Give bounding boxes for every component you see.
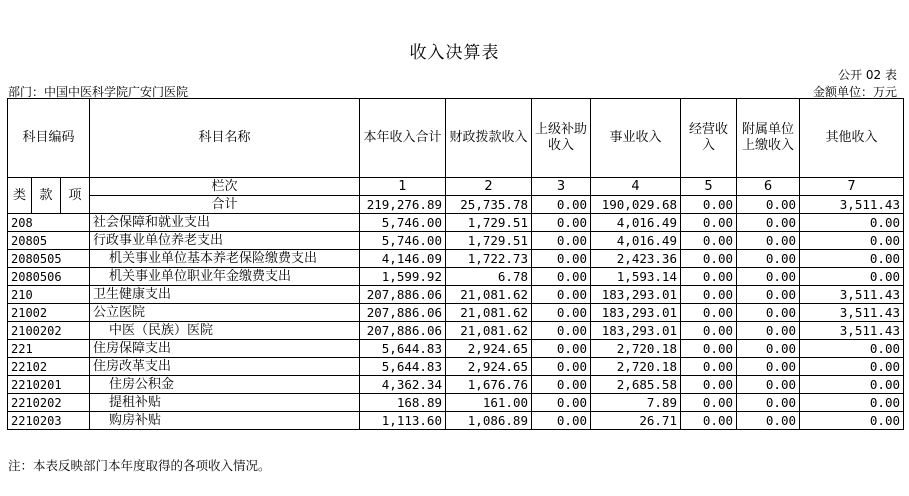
col-num-2: 2 [446,178,532,196]
subject-code: 2210202 [8,394,90,412]
value-cell: 0.00 [532,232,591,250]
subject-name: 住房公积金 [90,376,360,394]
value-cell: 2,924.65 [446,340,532,358]
value-cell: 183,293.01 [591,322,681,340]
total-cell: 0.00 [532,196,591,214]
value-cell: 0.00 [800,376,904,394]
value-cell: 0.00 [800,232,904,250]
value-cell: 1,086.89 [446,412,532,430]
header-lanci: 栏次 [90,178,360,196]
table-row [8,412,904,430]
value-cell: 0.00 [681,214,737,232]
value-cell: 1,729.51 [446,214,532,232]
value-cell: 5,746.00 [360,232,446,250]
value-cell: 0.00 [681,376,737,394]
value-cell: 1,729.51 [446,232,532,250]
header-operating: 经营收入 [681,99,737,178]
value-cell: 0.00 [532,250,591,268]
value-cell: 0.00 [737,340,800,358]
value-cell: 0.00 [737,394,800,412]
table-row [8,268,904,286]
footnote: 注：本表反映部门本年度取得的各项收入情况。 [8,458,271,473]
report-title: 收入决算表 [409,43,500,63]
value-cell: 0.00 [532,322,591,340]
subject-name: 行政事业单位养老支出 [90,232,360,250]
value-cell: 1,676.76 [446,376,532,394]
total-label: 合计 [90,196,360,214]
value-cell: 0.00 [737,412,800,430]
value-cell: 2,924.65 [446,358,532,376]
column-number-row [8,178,904,196]
value-cell: 0.00 [737,286,800,304]
value-cell: 4,016.49 [591,214,681,232]
value-cell: 0.00 [681,304,737,322]
table-row [8,394,904,412]
value-cell: 0.00 [532,376,591,394]
value-cell: 207,886.06 [360,286,446,304]
value-cell: 1,113.60 [360,412,446,430]
value-cell: 0.00 [532,358,591,376]
value-cell: 1,593.14 [591,268,681,286]
value-cell: 183,293.01 [591,304,681,322]
total-cell: 190,029.68 [591,196,681,214]
col-num-4: 4 [591,178,681,196]
table-row [8,250,904,268]
col-num-7: 7 [800,178,904,196]
value-cell: 0.00 [681,322,737,340]
total-cell: 0.00 [737,196,800,214]
col-num-6: 6 [737,178,800,196]
header-fiscal: 财政拨款收入 [446,99,532,178]
form-code: 公开 02 表 [838,68,897,82]
value-cell: 26.71 [591,412,681,430]
total-cell: 0.00 [681,196,737,214]
value-cell: 0.00 [800,340,904,358]
total-row [8,196,904,214]
subject-name: 卫生健康支出 [90,286,360,304]
value-cell: 4,146.09 [360,250,446,268]
value-cell: 0.00 [532,412,591,430]
value-cell: 0.00 [737,376,800,394]
value-cell: 0.00 [532,268,591,286]
value-cell: 0.00 [737,358,800,376]
subject-name: 购房补贴 [90,412,360,430]
value-cell: 4,016.49 [591,232,681,250]
total-cell: 25,735.78 [446,196,532,214]
value-cell: 5,746.00 [360,214,446,232]
value-cell: 0.00 [800,358,904,376]
header-superior: 上级补助收入 [532,99,591,178]
value-cell: 0.00 [532,214,591,232]
value-cell: 0.00 [737,322,800,340]
table-row [8,358,904,376]
table-row [8,376,904,394]
value-cell: 3,511.43 [800,286,904,304]
header-affiliated: 附属单位上缴收入 [737,99,800,178]
value-cell: 7.89 [591,394,681,412]
value-cell: 0.00 [681,286,737,304]
subject-name: 提租补贴 [90,394,360,412]
subject-code: 210 [8,286,90,304]
value-cell: 0.00 [532,394,591,412]
header-lei: 类 [8,178,32,214]
value-cell: 21,081.62 [446,286,532,304]
income-table [7,98,904,430]
header-total: 本年收入合计 [360,99,446,178]
table-row [8,286,904,304]
table-row [8,340,904,358]
value-cell: 0.00 [532,286,591,304]
header-code: 科目编码 [8,99,90,178]
value-cell: 0.00 [532,304,591,322]
value-cell: 2,423.36 [591,250,681,268]
value-cell: 4,362.34 [360,376,446,394]
subject-name: 住房保障支出 [90,340,360,358]
subject-code: 208 [8,214,90,232]
value-cell: 1,722.73 [446,250,532,268]
subject-name: 社会保障和就业支出 [90,214,360,232]
subject-code: 21002 [8,304,90,322]
subject-name: 公立医院 [90,304,360,322]
subject-name: 住房改革支出 [90,358,360,376]
header-name: 科目名称 [90,99,360,178]
value-cell: 0.00 [532,340,591,358]
value-cell: 0.00 [681,412,737,430]
value-cell: 5,644.83 [360,358,446,376]
col-num-5: 5 [681,178,737,196]
value-cell: 2,685.58 [591,376,681,394]
value-cell: 2,720.18 [591,340,681,358]
total-cell: 3,511.43 [800,196,904,214]
value-cell: 3,511.43 [800,322,904,340]
value-cell: 168.89 [360,394,446,412]
value-cell: 5,644.83 [360,340,446,358]
subject-name: 中医（民族）医院 [90,322,360,340]
subject-name: 机关事业单位职业年金缴费支出 [90,268,360,286]
header-business: 事业收入 [591,99,681,178]
value-cell: 1,599.92 [360,268,446,286]
value-cell: 0.00 [800,268,904,286]
value-cell: 0.00 [800,412,904,430]
value-cell: 2,720.18 [591,358,681,376]
subject-code: 22102 [8,358,90,376]
header-kuan: 款 [32,178,61,214]
value-cell: 0.00 [681,268,737,286]
header-xiang: 项 [61,178,90,214]
value-cell: 0.00 [737,268,800,286]
table-row [8,322,904,340]
value-cell: 0.00 [800,250,904,268]
department-label: 部门：中国中医科学院广安门医院 [8,85,189,99]
value-cell: 0.00 [681,358,737,376]
value-cell: 0.00 [800,394,904,412]
value-cell: 207,886.06 [360,322,446,340]
value-cell: 0.00 [681,232,737,250]
table-row [8,232,904,250]
subject-code: 2100202 [8,322,90,340]
unit-label: 金额单位：万元 [812,85,897,99]
value-cell: 21,081.62 [446,304,532,322]
value-cell: 0.00 [737,250,800,268]
header-other: 其他收入 [800,99,904,178]
subject-code: 20805 [8,232,90,250]
subject-code: 2080505 [8,250,90,268]
value-cell: 0.00 [737,232,800,250]
col-num-1: 1 [360,178,446,196]
subject-code: 2210203 [8,412,90,430]
value-cell: 0.00 [681,250,737,268]
header-row [8,99,904,178]
value-cell: 0.00 [737,214,800,232]
subject-code: 2080506 [8,268,90,286]
value-cell: 161.00 [446,394,532,412]
col-num-3: 3 [532,178,591,196]
table-row [8,214,904,232]
value-cell: 0.00 [681,340,737,358]
value-cell: 0.00 [737,304,800,322]
table-row [8,304,904,322]
subject-code: 2210201 [8,376,90,394]
value-cell: 3,511.43 [800,304,904,322]
value-cell: 0.00 [681,394,737,412]
value-cell: 0.00 [800,214,904,232]
value-cell: 207,886.06 [360,304,446,322]
value-cell: 183,293.01 [591,286,681,304]
value-cell: 21,081.62 [446,322,532,340]
value-cell: 6.78 [446,268,532,286]
subject-code: 221 [8,340,90,358]
subject-name: 机关事业单位基本养老保险缴费支出 [90,250,360,268]
total-cell: 219,276.89 [360,196,446,214]
